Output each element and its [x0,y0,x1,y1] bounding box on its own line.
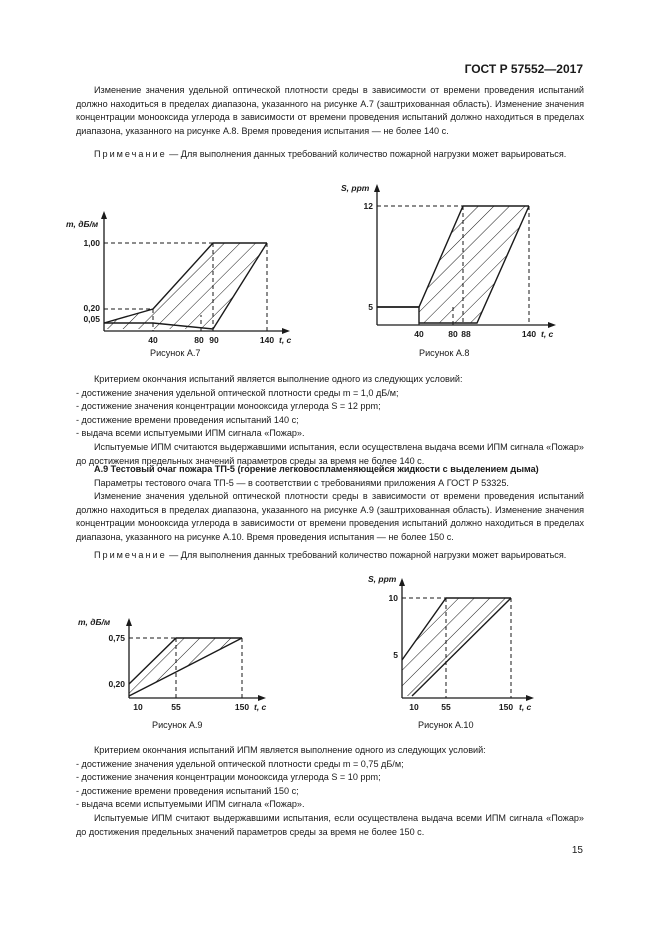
note-2-text: — Для выполнения данных требований количество пожарной нагрузки может варьироваться. [166,550,567,560]
criteria-2-item: - выдача всеми испытуемыми ИПМ сигнала «Пожар». [76,799,305,810]
a7-xtick-1: 40 [148,335,158,345]
criteria-1-intro: Критерием окончания испытаний является выполнение одного из следующих условий: [94,374,463,384]
figure-a9-caption: Рисунок А.9 [152,720,203,730]
a8-hatched-area [419,206,529,323]
a10-xtick-1: 10 [409,702,419,712]
a9-ytick-2: 0,20 [108,679,125,689]
a10-xtick-3: 150 [498,702,514,712]
note-1 [76,148,584,162]
criteria-1-item: - достижение времени проведения испытаний 140 с; [76,414,299,425]
criteria-block-1 [76,373,584,468]
a10-ylabel: S, ppm [368,574,397,584]
paragraph-2: Испытуемые ИПМ считаются выдержавшими испытания, если осуществлена выдача всеми ИПМ сигнала «Пожар» до достижения предельных значений параметров среды за время не более 140 с. [76,441,584,466]
a8-xtick-3: 88 [461,329,471,339]
figure-a7-caption: Рисунок А.7 [150,348,201,358]
a8-xtick-4: 140 [521,329,537,339]
note-1-label: Примечание [94,149,167,159]
paragraph-5: Испытуемые ИПМ считают выдержавшими испытания, если осуществлена выдача всеми ИПМ сигнала «Пожар» до достижения предельных значений параметров среды за время не более 150 с. [76,812,584,837]
figure-a10 [360,572,560,717]
figure-a9 [70,612,290,717]
figure-a10-caption: Рисунок А.10 [418,720,474,730]
a9-xtick-3: 150 [234,702,250,712]
page-number: 15 [571,845,583,856]
paragraph-1 [76,84,584,138]
a10-xtick-2: 55 [441,702,451,712]
paragraph-4: Изменение значения удельной оптической плотности среды в зависимости от времени проведения испытаний должно находиться в пределах диапазона, указанного на рисунке А.9 (заштрихованная область). Изменение значения концентрации монооксида углерода в зависимости от времени проведения испытаний должно находиться в пределах диапазона, указанного на рисунке А.10. Время проведения испытания — не более 150 с. [76,491,584,542]
a9-ytick-1: 0,75 [108,633,125,643]
a7-xlabel: t, с [279,335,292,345]
criteria-2-item: - достижение значения удельной оптической плотности среды m = 0,75 дБ/м; [76,758,404,769]
section-title: А.9 Тестовый очаг пожара ТП-5 (горение легковоспламеняющейся жидкости с выделением дыма) [94,464,539,474]
figure-a7 [60,205,310,355]
figure-a8 [335,178,575,348]
note-2 [76,549,584,563]
criteria-2-item: - достижение значения концентрации монооксида углерода S = 10 ppm; [76,772,381,783]
criteria-1-item: - достижение значения удельной оптической плотности среды m = 1,0 дБ/м; [76,387,399,398]
a7-ytick-2: 0,20 [83,303,100,313]
criteria-block-2 [76,744,584,839]
document-header: ГОСТ Р 57552—2017 [464,62,583,76]
a8-xtick-1: 40 [414,329,424,339]
a10-ytick-2: 5 [393,650,398,660]
a7-ytick-3: 0,05 [83,314,100,324]
paragraph-1-text: Изменение значения удельной оптической плотности среды в зависимости от времени проведения испытаний должно находиться в пределах диапазона, указанного на рисунке А.7 (заштрихованная область). Изменение значения концентрации монооксида углерода в зависимости от времени проведения испытаний должно находиться в пределах диапазона, указанного на рисунке А.8. Время проведения испытания — не более 140 с. [76,85,584,136]
a8-ytick-1: 12 [363,201,373,211]
a9-ylabel: m, дБ/м [78,617,111,627]
a7-ylabel: m, дБ/м [66,219,99,229]
a7-xtick-3: 90 [209,335,219,345]
a10-ytick-1: 10 [388,593,398,603]
paragraph-3: Параметры тестового очага ТП-5 — в соответствии с требованиями приложения А ГОСТ Р 53325. [94,477,509,488]
a8-xlabel: t, с [541,329,554,339]
figure-a8-caption: Рисунок А.8 [419,348,470,358]
criteria-2-intro: Критерием окончания испытаний ИПМ является выполнение одного из следующих условий: [94,745,486,755]
criteria-1-item: - выдача всеми испытуемыми ИПМ сигнала «Пожар». [76,428,305,439]
a9-xlabel: t, с [254,702,267,712]
criteria-2-item: - достижение времени проведения испытаний 150 с; [76,785,299,796]
a8-ytick-2: 5 [368,302,373,312]
a9-xtick-2: 55 [171,702,181,712]
a10-xlabel: t, с [519,702,532,712]
a7-ytick-1: 1,00 [83,238,100,248]
a7-xtick-2: 80 [194,335,204,345]
criteria-1-item: - достижение значения концентрации монооксида углерода S = 12 ppm; [76,401,381,412]
a9-xtick-1: 10 [133,702,143,712]
a8-ylabel: S, ppm [341,183,370,193]
section-a9 [76,463,584,545]
a8-xtick-2: 80 [448,329,458,339]
a7-xtick-4: 140 [259,335,275,345]
a10-hatched-area [402,598,511,696]
note-1-text: — Для выполнения данных требований количество пожарной нагрузки может варьироваться. [166,149,567,159]
note-2-label: Примечание [94,550,167,560]
